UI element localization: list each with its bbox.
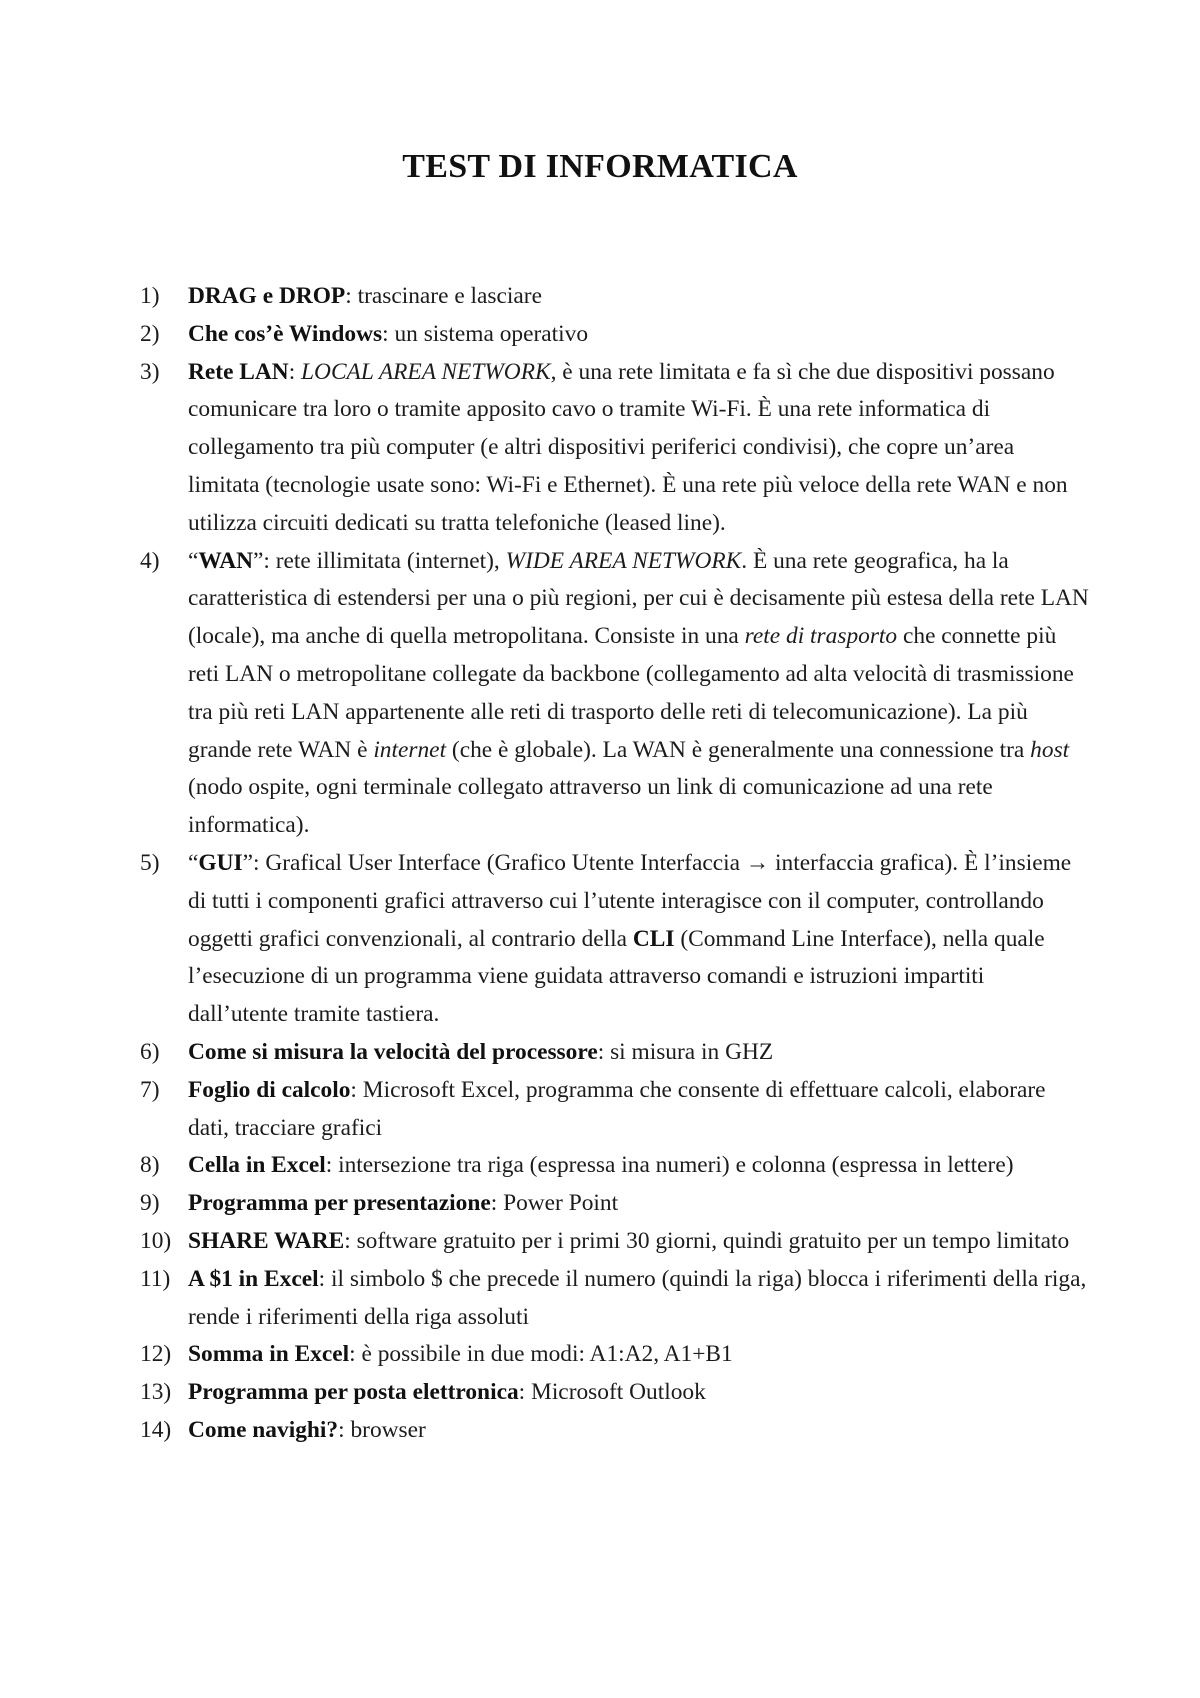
item-answer: browser xyxy=(350,1416,426,1443)
item-term: WAN xyxy=(198,547,253,574)
item-term: Programma per posta elettronica xyxy=(188,1379,519,1406)
list-item: 13) Programma per posta elettronica: Microsoft Outlook xyxy=(140,1374,1090,1412)
item-term: SHARE WARE xyxy=(188,1227,345,1254)
list-item: 14) Come navighi?: browser xyxy=(140,1412,1090,1450)
item-answer: Grafical User Interface (Grafico Utente Interfaccia → interfaccia grafica). È l’insieme di tutti i componenti grafici attraverso cui l’utente interagisce con il computer, controllando oggetti grafici convenzionali, al contrario della xyxy=(188,849,1072,952)
list-item: 8) Cella in Excel: intersezione tra riga (espressa ina numeri) e colonna (espressa in lettere) xyxy=(140,1147,1090,1185)
item-term: Cella in Excel xyxy=(188,1152,326,1179)
item-number: 5) xyxy=(140,849,160,876)
item-term: Come si misura la velocità del processore xyxy=(188,1038,598,1065)
item-number: 13) xyxy=(140,1379,172,1406)
item-emphasis: internet xyxy=(373,736,447,763)
item-emphasis: rete di trasporto xyxy=(744,623,898,650)
list-item: 3) Rete LAN: LOCAL AREA NETWORK, è una rete limitata e fa sì che due dispositivi possano comunicare tra loro o tramite apposito cavo o tramite Wi-Fi. È una rete informatica di collegamento tra più computer (e altri dispositivi periferici condivisi), che copre un’area limitata (tecnologie usate sono: Wi-Fi e Ethernet). È una rete più veloce della rete WAN e non utilizza circuiti dedicati su tratta telefoniche (leased line). xyxy=(140,354,1090,543)
item-answer: un sistema operativo xyxy=(394,320,589,347)
item-number: 1) xyxy=(140,283,160,309)
item-number: 3) xyxy=(140,358,160,385)
item-answer: rete illimitata (internet), xyxy=(275,547,506,574)
list-item: 5) “GUI”: Grafical User Interface (Grafico Utente Interfaccia → interfaccia grafica). È l’insieme di tutti i componenti grafici attraverso cui l’utente interagisce con il computer, controllando oggetti grafici convenzionali, al contrario della CLI (Command Line Interface), nella quale l’esecuzione di un programma viene guidata attraverso comandi e istruzioni impartiti dall’utente tramite tastiera. xyxy=(140,845,1090,1034)
item-number: 14) xyxy=(140,1416,172,1443)
item-term: Come navighi? xyxy=(188,1416,339,1443)
list-item: 12) Somma in Excel: è possibile in due modi: A1:A2, A1+B1 xyxy=(140,1336,1090,1374)
item-number: 8) xyxy=(140,1152,160,1179)
item-term: DRAG e DROP xyxy=(188,283,346,309)
item-number: 12) xyxy=(140,1341,172,1368)
item-term: Foglio di calcolo xyxy=(188,1076,351,1103)
list-item: 11) A $1 in Excel: il simbolo $ che precede il numero (quindi la riga) blocca i riferimenti della riga, rende i riferimenti della riga assoluti xyxy=(140,1261,1090,1337)
item-term: A $1 in Excel xyxy=(188,1265,319,1292)
list-item: 2) Che cos’è Windows: un sistema operativo xyxy=(140,316,1090,354)
item-answer: software gratuito per i primi 30 giorni, quindi gratuito per un tempo limitato xyxy=(356,1227,1070,1254)
item-answer: si misura in GHZ xyxy=(610,1038,774,1065)
list-item: 7) Foglio di calcolo: Microsoft Excel, programma che consente di effettuare calcoli, elaborare dati, tracciare grafici xyxy=(140,1072,1090,1148)
item-number: 9) xyxy=(140,1190,160,1217)
item-term: Somma in Excel xyxy=(188,1341,350,1368)
item-answer: Power Point xyxy=(503,1190,619,1217)
item-answer: intersezione tra riga (espressa ina numeri) e colonna (espressa in lettere) xyxy=(338,1152,1014,1179)
list-item: 1) DRAG e DROP: trascinare e lasciare xyxy=(140,278,1090,316)
item-number: 4) xyxy=(140,547,160,574)
list-item: 4) “WAN”: rete illimitata (internet), WIDE AREA NETWORK. È una rete geografica, ha la caratteristica di estendersi per una o più regioni, per cui è decisamente più estesa della rete LAN (locale), ma anche di quella metropolitana. Consiste in una rete di trasporto che connette più reti LAN o metropolitane collegate da backbone (collegamento ad alta velocità di trasmissione tra più reti LAN appartenente alle reti di trasporto delle reti di telecomunicazione). La più grande rete WAN è internet (che è globale). La WAN è generalmente una connessione tra host (nodo ospite, ogni terminale collegato attraverso un link di comunicazione ad una rete informatica). xyxy=(140,543,1090,845)
item-term-secondary: CLI xyxy=(632,925,675,952)
item-number: 10) xyxy=(140,1227,172,1254)
item-acronym-expansion: LOCAL AREA NETWORK xyxy=(301,358,551,385)
item-number: 11) xyxy=(140,1265,171,1292)
item-term: Programma per presentazione xyxy=(188,1190,491,1217)
page-title: TEST DI INFORMATICA xyxy=(402,148,798,185)
item-number: 7) xyxy=(140,1076,160,1103)
item-number: 2) xyxy=(140,320,160,347)
item-answer: trascinare e lasciare xyxy=(357,283,542,309)
list-item: 9) Programma per presentazione: Power Point xyxy=(140,1185,1090,1223)
item-term: Rete LAN xyxy=(188,358,289,385)
item-answer: il simbolo $ che precede il numero (quindi la riga) blocca i riferimenti della riga, rende i riferimenti della riga assoluti xyxy=(188,1265,1087,1330)
item-term: Che cos’è Windows xyxy=(188,320,383,347)
item-answer: Microsoft Excel, programma che consente di effettuare calcoli, elaborare dati, tracciare grafici xyxy=(188,1076,1046,1141)
item-acronym-expansion: WIDE AREA NETWORK xyxy=(505,547,742,574)
item-answer: è possibile in due modi: A1:A2, A1+B1 xyxy=(361,1341,733,1368)
list-item: 6) Come si misura la velocità del processore: si misura in GHZ xyxy=(140,1034,1090,1072)
item-term: GUI xyxy=(198,849,243,876)
item-emphasis: host xyxy=(1030,736,1070,763)
item-answer: Microsoft Outlook xyxy=(531,1379,706,1406)
list-item: 10) SHARE WARE: software gratuito per i primi 30 giorni, quindi gratuito per un tempo limitato xyxy=(140,1223,1090,1261)
question-list xyxy=(140,278,1090,1450)
item-answer: , è una rete limitata e fa sì che due dispositivi possano comunicare tra loro o tramite apposito cavo o tramite Wi-Fi. È una rete informatica di collegamento tra più computer (e altri dispositivi periferici condivisi), che copre un’area limitata (tecnologie usate sono: Wi-Fi e Ethernet). È una rete più veloce della rete WAN e non utilizza circuiti dedicati su tratta telefoniche (leased line). xyxy=(188,358,1068,536)
item-number: 6) xyxy=(140,1038,160,1065)
